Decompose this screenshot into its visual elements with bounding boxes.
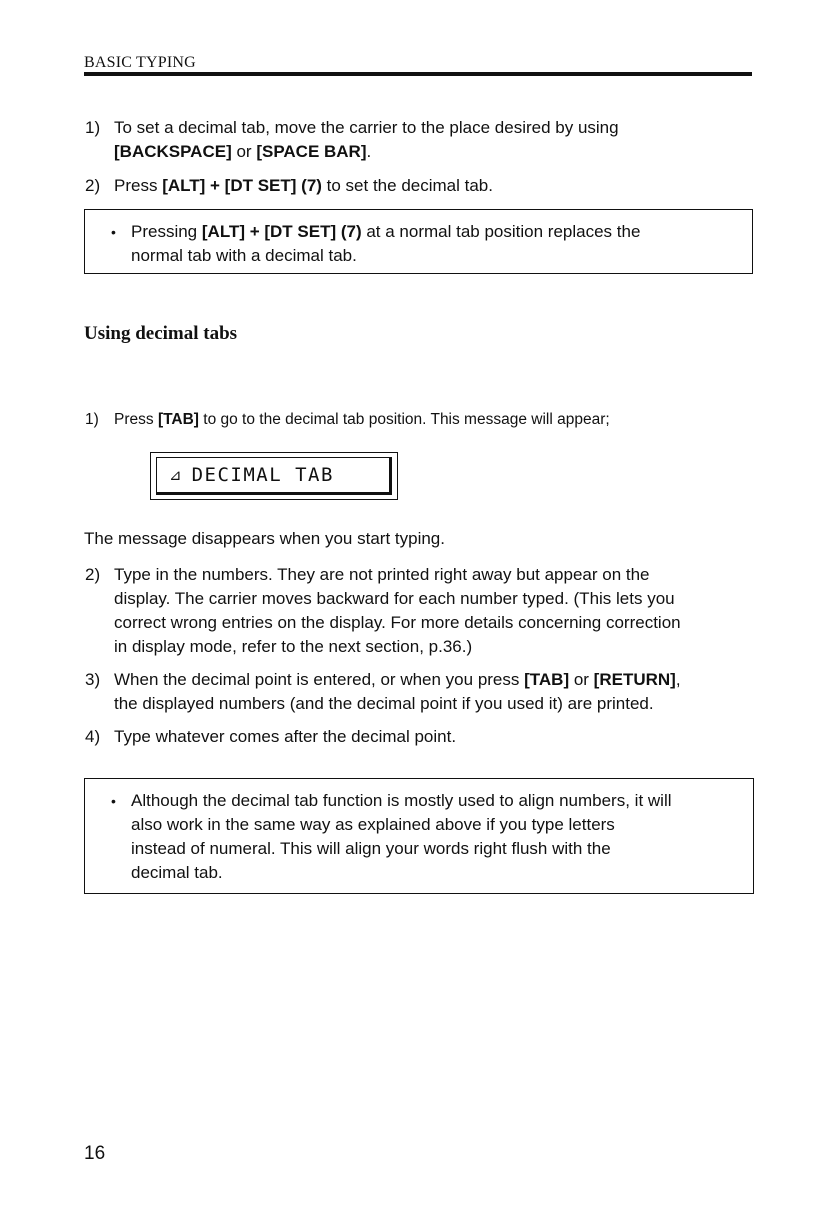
key-space-bar: [SPACE BAR] [256, 142, 367, 161]
set-step-1 [84, 116, 760, 164]
decimal-tab-icon: ⊿ [169, 466, 182, 484]
use-step-1 [84, 408, 760, 432]
use-step-2 [84, 563, 760, 659]
message-paragraph: The message disappears when you start typing. [84, 529, 445, 548]
step-text: Type whatever comes after the decimal point. [114, 727, 457, 746]
bullet: • [111, 224, 116, 240]
step-text: to go to the decimal tab position. This message will appear; [198, 411, 610, 428]
step-text: When the decimal point is entered, or when you press [114, 670, 525, 689]
key-alt-dt-set: [ALT] + [DT SET] (7) [162, 176, 322, 195]
step-text: To set a decimal tab, move the carrier to the place desired by using [114, 118, 619, 137]
header-rule [84, 72, 752, 76]
lcd-message: DECIMAL TAB [191, 464, 334, 486]
step-text: the displayed numbers (and the decimal point if you used it) are printed. [114, 694, 654, 713]
set-decimal-tab-steps [84, 116, 760, 198]
note-line: normal tab with a decimal tab. [131, 246, 357, 265]
set-step-2 [84, 174, 760, 198]
step-number: 2) [85, 565, 101, 584]
note-box-replace-tab [84, 209, 753, 274]
page-number: 16 [84, 1143, 106, 1164]
use-step-3 [84, 668, 760, 716]
step-text: display. The carrier moves backward for each number typed. (This lets you [114, 589, 675, 608]
step-text: Type in the numbers. They are not printed right away but appear on the [114, 565, 650, 584]
note-line: also work in the same way as explained above if you type letters [131, 815, 615, 834]
note-text: Pressing [131, 222, 202, 241]
step-text: to set the decimal tab. [321, 176, 493, 195]
step-text-keys [114, 140, 760, 164]
step-text: or [231, 142, 257, 161]
step-number: 4) [85, 727, 101, 746]
step-text: correct wrong entries on the display. For more details concerning correction [114, 613, 681, 632]
use-step-4 [84, 725, 760, 749]
step-text: . [366, 142, 372, 161]
key-backspace: [BACKSPACE] [114, 142, 232, 161]
note-text: Although the decimal tab function is mostly used to align numbers, it will [131, 791, 672, 810]
note-line [85, 220, 752, 244]
key-alt-dt-set: [ALT] + [DT SET] (7) [201, 222, 362, 241]
step-number: 3) [85, 670, 101, 689]
step-text: in display mode, refer to the next section, p.36.) [114, 637, 473, 656]
step-number: 1) [85, 411, 99, 428]
lcd-display [150, 452, 398, 500]
step-text: Press [114, 411, 158, 428]
step-text: or [569, 670, 594, 689]
note-line [85, 789, 753, 813]
lcd-display-inner [156, 457, 392, 495]
step-number: 2) [85, 176, 101, 195]
note-line: instead of numeral. This will align your words right flush with the [131, 839, 611, 858]
note-text: at a normal tab position replaces the [361, 222, 641, 241]
use-step-1-container [84, 408, 760, 432]
use-steps [84, 563, 760, 749]
key-tab: [TAB] [524, 670, 570, 689]
step-text: , [675, 670, 681, 689]
section-title: Using decimal tabs [84, 323, 238, 344]
step-text-keys [114, 668, 760, 692]
note-box-letters [84, 778, 754, 894]
step-number: 1) [85, 118, 101, 137]
note-line: decimal tab. [131, 863, 223, 882]
running-header: BASIC TYPING [84, 54, 196, 71]
key-tab: [TAB] [157, 411, 199, 428]
bullet: • [111, 793, 116, 809]
step-text: Press [114, 176, 163, 195]
key-return: [RETURN] [593, 670, 676, 689]
